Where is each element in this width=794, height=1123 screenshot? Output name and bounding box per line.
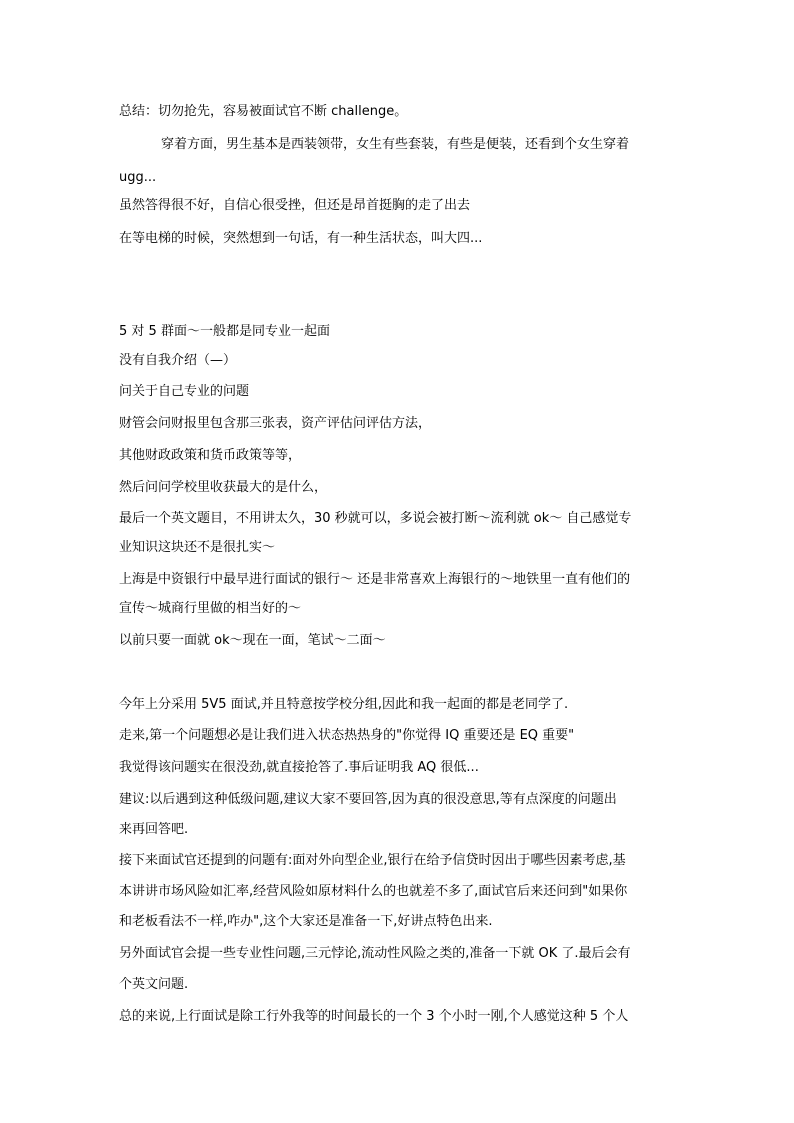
english-question-line: 最后一个英文题目，不用讲太久，30 秒就可以，多说会被打断～流利就 ok～ 自己感觉专 (119, 511, 632, 526)
english-question-line-cont: 业知识这块还不是很扎实～ (119, 540, 276, 555)
elevator-line: 在等电梯的时候，突然想到一句话，有一种生活状态，叫大四... (119, 231, 483, 246)
shanghai-bank-line-cont: 宣传～城商行里做的相当好的～ (119, 601, 302, 616)
english-problem-line: 个英文问题. (119, 977, 189, 992)
no-self-intro-line: 没有自我介绍（—） (119, 353, 237, 368)
financial-statements-line: 财管会问财报里包含那三张表，资产评估问评估方法， (119, 416, 432, 431)
advice-line: 建议:以后遇到这种低级问题,建议大家不要回答,因为真的很没意思,等有点深度的问题出 (119, 792, 617, 807)
rounds-line: 以前只要一面就 ok～现在一面，笔试～二面～ (119, 633, 386, 648)
boss-disagree-line: 和老板看法不一样,咋办",这个大家还是准备一下,好讲点特色出来. (119, 914, 493, 929)
professional-questions-line: 另外面试官会提一些专业性问题,三元悖论,流动性风险之类的,准备一下就 OK 了.最后会有 (119, 946, 631, 961)
aq-line: 我觉得该问题实在很没劲,就直接抢答了.事后证明我 AQ 很低... (119, 760, 479, 775)
confidence-line: 虽然答得很不好，自信心很受挫，但还是昂首挺胸的走了出去 (119, 198, 471, 213)
advice-line-cont: 来再回答吧. (119, 822, 189, 837)
shanghai-bank-line: 上海是中资银行中最早进行面试的银行～ 还是非常喜欢上海银行的～地铁里一直有他们的 (119, 572, 631, 587)
overall-line: 总的来说,上行面试是除工行外我等的时间最长的一个 3 个小时一刚,个人感觉这种 5 个人 (119, 1009, 629, 1024)
iq-eq-question-line: 走来,第一个问题想必是让我们进入状态热热身的"你觉得 IQ 重要还是 EQ 重要" (119, 728, 575, 743)
school-gains-line: 然后问问学校里收获最大的是什么， (119, 480, 328, 495)
interview-format-line: 今年上分采用 5V5 面试,并且特意按学校分组,因此和我一起面的都是老同学了. (119, 697, 569, 712)
summary-line: 总结：切勿抢先，容易被面试官不断 challenge。 (119, 104, 408, 119)
risk-line: 本讲讲市场风险如汇率,经营风险如原材料什么的也就差不多了,面试官后来还问到"如果你 (119, 884, 628, 899)
credit-question-line: 接下来面试官还提到的问题有:面对外向型企业,银行在给予信贷时因出于哪些因素考虑,基 (119, 853, 626, 868)
attire-line-1: 穿着方面，男生基本是西装领带，女生有些套装，有些是便装，还看到个女生穿着 (161, 137, 630, 152)
group-interview-line: 5 对 5 群面～一般都是同专业一起面 (119, 324, 330, 339)
major-questions-line: 问关于自己专业的问题 (119, 384, 250, 399)
attire-line-2: ugg... (119, 170, 157, 185)
policy-line: 其他财政政策和货币政策等等， (119, 448, 302, 463)
